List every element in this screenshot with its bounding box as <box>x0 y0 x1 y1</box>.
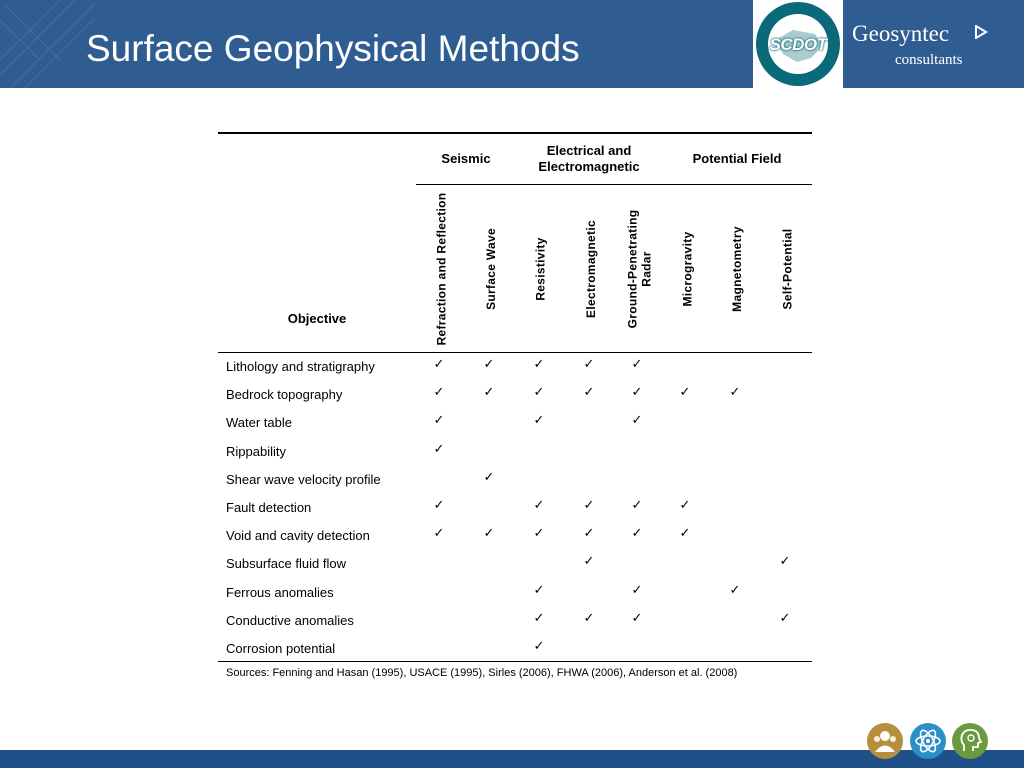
check-mark-icon: ✓ <box>433 526 445 542</box>
check-mark-icon: ✓ <box>631 582 643 598</box>
check-mark-icon: ✓ <box>679 385 691 401</box>
check-mark-icon: ✓ <box>583 554 595 570</box>
column-header-electromagnetic: Electromagnetic <box>584 219 598 318</box>
check-mark-icon: ✓ <box>483 469 495 485</box>
play-triangle-icon <box>974 25 988 39</box>
table-row <box>218 522 812 550</box>
group-electrical: Electrical and Electromagnetic <box>538 143 640 174</box>
check-mark-icon: ✓ <box>533 498 545 513</box>
row-objective: Conductive anomalies <box>226 612 354 628</box>
column-header-microgravity: Microgravity <box>680 231 694 306</box>
check-mark-icon: ✓ <box>631 610 643 626</box>
check-mark-icon: ✓ <box>433 441 445 457</box>
check-mark-icon: ✓ <box>631 498 643 513</box>
row-objective: Shear wave velocity profile <box>226 471 381 487</box>
check-mark-icon: ✓ <box>583 357 595 372</box>
check-mark-icon: ✓ <box>483 526 495 542</box>
table-bottom-rule <box>218 661 812 662</box>
row-objective: Ferrous anomalies <box>226 584 334 600</box>
row-objective: Bedrock topography <box>226 387 343 403</box>
check-mark-icon: ✓ <box>729 385 741 401</box>
check-mark-icon: ✓ <box>433 357 445 372</box>
check-mark-icon: ✓ <box>433 498 445 513</box>
table-row <box>218 494 812 522</box>
atom-icon <box>909 722 947 760</box>
check-mark-icon: ✓ <box>729 582 741 598</box>
check-mark-icon: ✓ <box>631 357 643 372</box>
row-objective: Corrosion potential <box>226 641 336 656</box>
table-row <box>218 466 812 494</box>
check-mark-icon: ✓ <box>533 526 545 542</box>
table-row <box>218 409 812 437</box>
row-objective: Fault detection <box>226 500 312 515</box>
check-mark-icon: ✓ <box>533 610 545 626</box>
row-objective: Water table <box>226 415 292 431</box>
check-mark-icon: ✓ <box>533 639 545 654</box>
column-header-resistivity: Resistivity <box>534 236 548 301</box>
check-mark-icon: ✓ <box>533 582 545 598</box>
check-mark-icon: ✓ <box>533 413 545 429</box>
header-bar <box>0 0 1024 88</box>
group-potential-field: Potential Field <box>692 151 782 166</box>
table-row <box>218 607 812 635</box>
table-row <box>218 635 812 663</box>
check-mark-icon: ✓ <box>779 610 791 626</box>
table-row <box>218 381 812 409</box>
sources-note: Sources: Fenning and Hasan (1995), USACE (1995), Sirles (2006), FHWA (2006), Anderson et al. (2008) <box>226 667 738 679</box>
objective-header: Objective <box>287 311 347 326</box>
check-mark-icon: ✓ <box>533 357 545 372</box>
geosyntec-subtitle: consultants <box>895 52 963 68</box>
scdot-text: SCDOT <box>769 35 827 54</box>
row-objective: Void and cavity detection <box>226 528 370 544</box>
column-header-refraction-reflection: Refraction and Reflection <box>434 192 449 345</box>
check-mark-icon: ✓ <box>483 357 495 372</box>
people-icon <box>866 722 904 760</box>
table-row <box>218 353 812 381</box>
table-row <box>218 550 812 578</box>
check-mark-icon: ✓ <box>679 498 691 513</box>
check-mark-icon: ✓ <box>433 385 445 401</box>
geosyntec-logo <box>852 21 963 68</box>
check-mark-icon: ✓ <box>631 385 643 401</box>
check-mark-icon: ✓ <box>483 385 495 401</box>
check-mark-icon: ✓ <box>583 610 595 626</box>
group-seismic: Seismic <box>441 151 491 166</box>
check-mark-icon: ✓ <box>583 526 595 542</box>
check-mark-icon: ✓ <box>631 526 643 542</box>
page-title: Surface Geophysical Methods <box>86 28 580 69</box>
scdot-logo <box>753 0 843 88</box>
check-mark-icon: ✓ <box>583 498 595 513</box>
table-top-rule <box>218 132 812 134</box>
row-objective: Rippability <box>226 443 286 459</box>
table-row <box>218 438 812 466</box>
check-mark-icon: ✓ <box>679 526 691 542</box>
check-mark-icon: ✓ <box>533 385 545 401</box>
check-mark-icon: ✓ <box>583 385 595 401</box>
check-mark-icon: ✓ <box>779 554 791 570</box>
row-objective: Subsurface fluid flow <box>226 556 346 572</box>
head-idea-icon <box>951 722 989 760</box>
table-row <box>218 579 812 607</box>
column-header-magnetometry: Magnetometry <box>730 225 744 312</box>
column-header-self-potential: Self-Potential <box>780 228 795 309</box>
column-header-ground-penetrating-radar: Ground-Penetrating Radar <box>625 209 654 328</box>
geosyntec-name: Geosyntec <box>852 21 950 46</box>
check-mark-icon: ✓ <box>631 413 643 429</box>
row-objective: Lithology and stratigraphy <box>226 359 375 374</box>
column-header-surface-wave: Surface Wave <box>484 227 499 310</box>
check-mark-icon: ✓ <box>433 413 445 429</box>
decorative-lines <box>0 0 95 88</box>
